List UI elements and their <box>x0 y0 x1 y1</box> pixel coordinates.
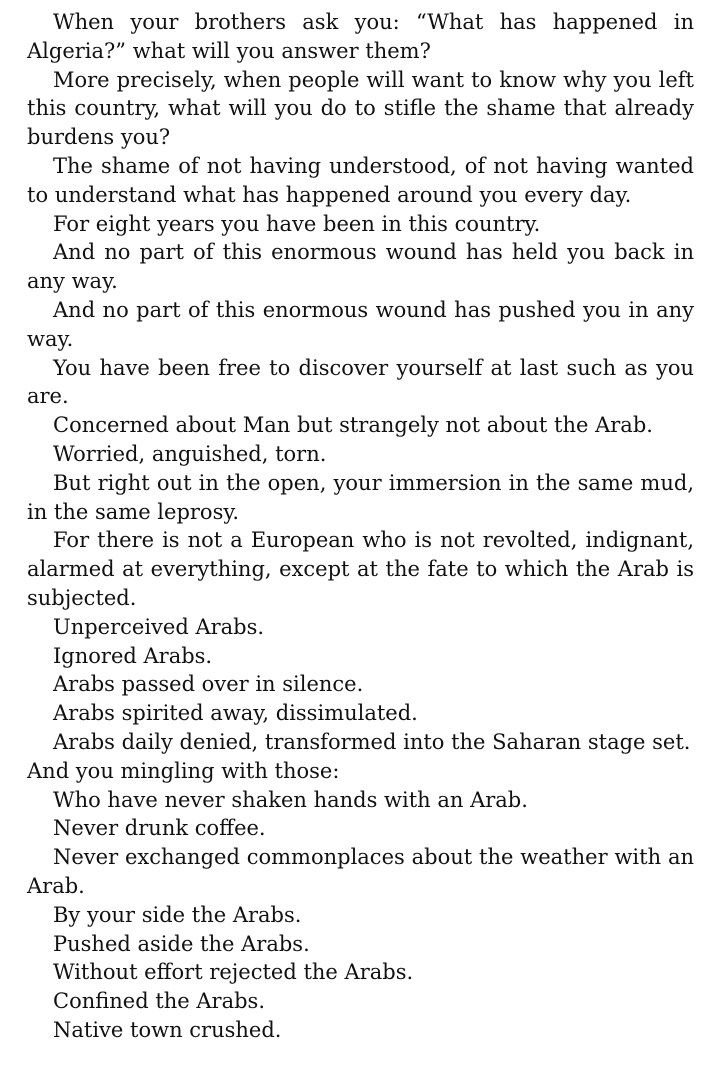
paragraph-ignored: Ignored Arabs. <box>53 643 213 668</box>
paragraph-shaken-hands: Who have never shaken hands with an Arab. <box>53 787 528 812</box>
paragraph-open: But right out in the open, your immersion in the same mud, in the same leprosy. <box>27 470 694 524</box>
paragraph-confined: Confined the Arabs. <box>53 989 265 1014</box>
paragraph-unperceived: Unperceived Arabs. <box>53 614 265 639</box>
paragraph-silence: Arabs passed over in silence. <box>53 672 364 697</box>
paragraph-held-back: And no part of this enormous wound has held you back in any way. <box>27 240 694 294</box>
paragraph-spirited: Arabs spirited away, dissimulated. <box>53 701 418 726</box>
paragraph-eight-years: For eight years you have been in this country. <box>53 211 541 236</box>
paragraph-free: You have been free to discover yourself at last such as you are. <box>27 355 694 409</box>
paragraph-concerned: Concerned about Man but strangely not about the Arab. <box>53 413 653 438</box>
paragraph-worried: Worried, anguished, torn. <box>53 441 327 466</box>
paragraph-native-town: Native town crushed. <box>53 1017 282 1042</box>
paragraph-more-precisely: More precisely, when people will want to know why you left this country, what will you do to stifle the shame that already burdens you? <box>27 67 694 150</box>
paragraph-by-your-side: By your side the Arabs. <box>53 902 302 927</box>
paragraph-denied: Arabs daily denied, transformed into the Saharan stage set. <box>53 729 691 754</box>
paragraph-shame: The shame of not having understood, of not having wanted to understand what has happened around you every day. <box>27 153 694 207</box>
paragraph-coffee: Never drunk coffee. <box>53 816 266 841</box>
paragraph-european: For there is not a European who is not revolted, indignant, alarmed at everything, except at the fate to which the Arab is subjected. <box>27 528 694 610</box>
paragraph-mingling: And you mingling with those: <box>27 758 340 783</box>
document-page <box>27 8 694 1045</box>
paragraph-rejected: Without effort rejected the Arabs. <box>53 960 414 985</box>
paragraph-pushed-aside: Pushed aside the Arabs. <box>53 931 310 956</box>
paragraph-brothers-ask: When your brothers ask you: “What has happened in Algeria?” what will you answer them? <box>27 10 694 63</box>
paragraph-weather: Never exchanged commonplaces about the weather with an Arab. <box>27 845 694 898</box>
paragraph-pushed: And no part of this enormous wound has pushed you in any way. <box>27 297 694 351</box>
